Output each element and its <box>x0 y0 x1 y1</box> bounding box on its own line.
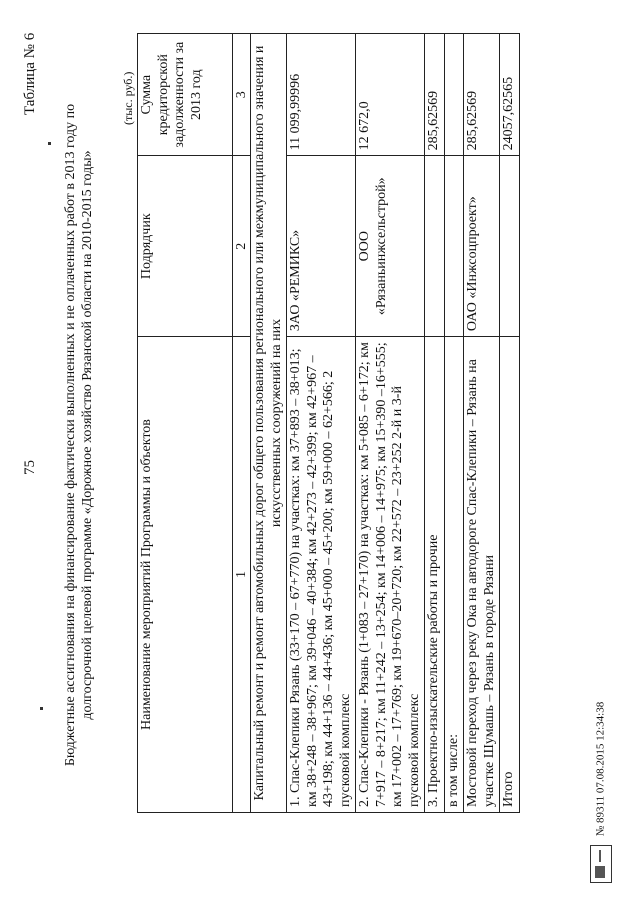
col-number: 3 <box>233 34 251 156</box>
section-row <box>251 34 287 813</box>
col-number: 1 <box>233 337 251 813</box>
heading-line-1: Бюджетные ассигнования на финансирование фактически выполненных и не оплаченных работ в 2013 году по <box>63 103 78 767</box>
row-contractor <box>425 156 445 337</box>
row-amount: 285,62569 <box>425 34 445 156</box>
stamp-text: № 89311 07.08.2015 12:34:38 <box>594 701 607 837</box>
heading-line-2: долгосрочной целевой программе «Дорожное хозяйство Рязанской области на 2010-2015 годы» <box>80 150 95 720</box>
table-row <box>444 34 464 813</box>
col-header-contractor: Подрядчик <box>138 156 233 337</box>
registration-stamp <box>590 702 612 883</box>
total-label: Итого <box>500 337 520 813</box>
row-name: 3. Проектно-изыскательские работы и прочие <box>425 337 445 813</box>
contractor-line: ООО <box>357 231 372 262</box>
column-numbers-row <box>233 34 251 813</box>
total-contractor <box>500 156 520 337</box>
row-name: в том числе: <box>444 337 464 813</box>
row-name: Мостовой переход через реку Ока на автодороге Спас-Клепики – Рязань на участке Шумашь – Рязань в городе Рязани <box>464 337 500 813</box>
table-row <box>425 34 445 813</box>
contractor-line: «Рязаньинжсельстрой» <box>373 177 389 316</box>
table-row <box>464 34 500 813</box>
row-contractor: ОАО «Инжсоцпроект» <box>464 156 500 337</box>
row-contractor <box>444 156 464 337</box>
row-name: 1. Спас-Клепики Рязань (33+170 – 67+770) на участках: км 37+893 – 38+013; км 38+248 – 38+967; км 39+046 – 40+384; км 42+273 – 42+399; км 42+967 – 43+198; км 44+136 – 44+436; км 45+000 – 45+200; км 59+000 – 62+566; 2 пусковой комплекс <box>287 337 356 813</box>
units-label: (тыс. руб.) <box>121 71 135 125</box>
section-title: Капитальный ремонт и ремонт автомобильных дорог общего пользования регионального или межмуниципального значения и искусственных сооружений на них <box>251 34 287 813</box>
row-contractor: ЗАО «РЕМИКС» <box>287 156 356 337</box>
seal-icon <box>590 845 612 883</box>
total-amount: 24057,62565 <box>500 34 520 156</box>
col-header-amount: Сумма кредиторской задолженности за 2013 год <box>138 34 233 156</box>
row-name: 2. Спас-Клепики - Рязань (1+083 – 27+170) на участках: км 5+085 – 6+172; км 7+917 – 8+217; км 11+242 – 13+254; км 14+006 – 14+975; км 15+390 –16+555; км 17+002 – 17+769; км 19+670–20+720; км 22+572 – 23+252 2-й и 3-й пусковой комплекс <box>356 337 425 813</box>
total-row <box>500 34 520 813</box>
scan-mark <box>40 707 43 710</box>
scan-mark <box>48 142 51 145</box>
row-amount <box>444 34 464 156</box>
header-row <box>138 34 233 813</box>
data-table <box>137 33 520 813</box>
table-row <box>287 34 356 813</box>
col-header-name: Наименование мероприятий Программы и объектов <box>138 337 233 813</box>
col-number: 2 <box>233 156 251 337</box>
row-amount: 11 099,99996 <box>287 34 356 156</box>
page-number: 75 <box>22 460 38 475</box>
row-contractor <box>356 156 425 337</box>
row-amount: 285,62569 <box>464 34 500 156</box>
table-row <box>356 34 425 813</box>
table-heading <box>62 45 96 825</box>
table-label: Таблица № 6 <box>22 32 38 115</box>
row-amount: 12 672,0 <box>356 34 425 156</box>
